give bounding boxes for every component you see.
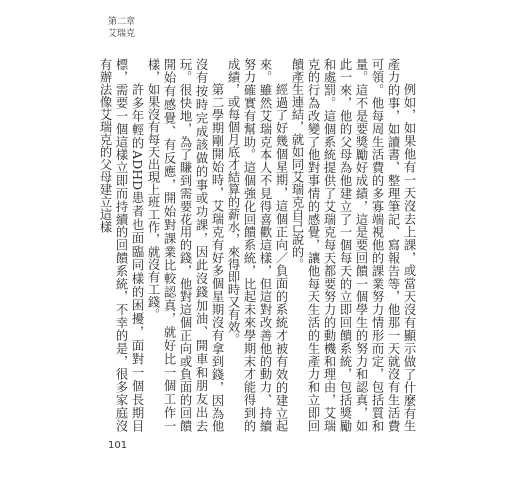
- body-text: [98, 58, 417, 432]
- page-number: 101: [108, 440, 128, 451]
- paragraph: 經過了好幾個星期，這個正向／負面的系統才被有效的建立起來。雖然艾瑞克本人不見得喜歡這樣，但這對改善他的動力、持續努力確實有幫助。這個強化回饋系統，比起未來學期末才能得到的成績，或每個月底才結算的薪水，來得即時又有效。: [226, 58, 288, 432]
- paragraph: 第二學期剛開始時，艾瑞克有好多個星期沒有拿到錢，因為他沒有按時完成該做的事或功課，因此沒錢加油、開車和朋友出去玩。很快地，為了賺到需要花用的錢，他對這個正向或負面的回饋開始有感覺、有反應，開始對課業比較認真，就好比一個工作一樣，如果沒有每天出現上班工作，就沒有工錢。: [146, 58, 224, 432]
- section-label: 艾瑞克: [108, 29, 136, 39]
- chapter-label: 第二章: [108, 17, 136, 27]
- paragraph: 例如，如果他有一天沒去上課，或當天沒有顯示做了什麼有生產力的事，如讀書、整理筆記、寫報告等，他那一天就沒有生活費可領。他每周生活費的多寡端視他的課業努力情形而定，包括質和量。這不是要獎勵好成績，這是要回饋一個學生的努力和認真，如此一來，他的父母為他建立了一個每天的立即回饋系統，包括獎勵和處罰。這個系統提供了艾瑞克每天都要努力的動機和理由，艾瑞克的行為改變了他對事情的感覺，讓他每天生活的生產力和立即回饋產生連結，就如同艾瑞克自己說的。: [290, 58, 416, 432]
- paragraph: 許多年輕的ADHD患者也面臨同樣的困擾，面對一個長期目標，需要一個這樣立即而持續的回饋系統，不幸的是，很多家庭沒有辦法像艾瑞克的父母建立這樣: [98, 58, 144, 432]
- running-header: [108, 16, 135, 40]
